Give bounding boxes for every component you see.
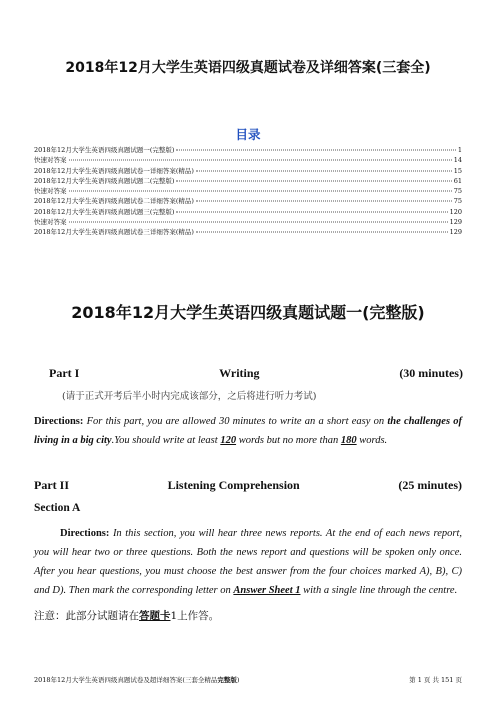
notice-text: 注意：此部分试题请在	[34, 610, 139, 622]
directions-label: Directions:	[34, 416, 84, 427]
toc-entry-page: 129	[449, 218, 462, 227]
table-of-contents	[34, 145, 462, 238]
part1-directions	[34, 412, 462, 450]
toc-entry[interactable]	[34, 186, 462, 196]
toc-entry-page: 129	[449, 228, 462, 237]
max-words: 180	[340, 435, 357, 446]
document-title: 2018年12月大学生英语四级真题试卷及详细答案(三套全)	[65, 60, 431, 76]
toc-entry[interactable]	[34, 155, 462, 165]
toc-entry-page: 75	[453, 197, 462, 206]
answer-notice	[34, 608, 219, 623]
toc-leader-dots	[176, 180, 451, 181]
essay-topic: the challenges of living in a big city	[34, 416, 462, 446]
toc-entry-title: 2018年12月大学生英语四级真题试题三(完整版)	[34, 207, 175, 216]
toc-entry[interactable]	[34, 196, 462, 206]
part2-directions	[34, 524, 462, 600]
toc-leader-dots	[196, 201, 452, 202]
toc-entry-title: 快速对答案	[34, 218, 67, 227]
toc-entry-page: 14	[453, 156, 462, 165]
part1-label: Part I	[49, 366, 80, 380]
toc-leader-dots	[69, 160, 452, 161]
page-number: 第 1 页 共 151 页	[409, 676, 462, 684]
toc-leader-dots	[69, 222, 448, 223]
toc-entry-title: 快速对答案	[34, 187, 67, 196]
footer-left-close: )	[236, 676, 240, 684]
toc-entry[interactable]	[34, 176, 462, 186]
directions-text-2: .You should write at least	[111, 435, 221, 446]
part1-note: (请于正式开考后半小时内完成该部分，之后将进行听力考试)	[62, 391, 317, 402]
answer-sheet-ref: Answer Sheet 1	[233, 585, 301, 596]
toc-entry-page: 75	[453, 187, 462, 196]
toc-entry[interactable]	[34, 227, 462, 237]
section-title: 2018年12月大学生英语四级真题试题一(完整版)	[71, 303, 425, 322]
answer-card-ref: 答题卡	[139, 610, 171, 622]
part2-name: Listening Comprehension	[167, 478, 300, 492]
toc-leader-dots	[69, 191, 452, 192]
part2-heading	[34, 478, 462, 493]
min-words: 120	[220, 435, 237, 446]
toc-leader-dots	[196, 170, 452, 171]
toc-leader-dots	[176, 150, 455, 151]
toc-entry-title: 快速对答案	[34, 156, 67, 165]
part2-label: Part II	[34, 478, 69, 492]
directions-label: Directions:	[60, 528, 110, 539]
part1-time: (30 minutes)	[399, 366, 463, 380]
footer-left	[34, 675, 239, 684]
toc-entry-title: 2018年12月大学生英语四级真题试卷二详细答案(精品)	[34, 197, 194, 206]
toc-entry-title: 2018年12月大学生英语四级真题试卷三详细答案(精品)	[34, 228, 194, 237]
toc-entry[interactable]	[34, 166, 462, 176]
toc-leader-dots	[176, 211, 447, 212]
directions-text: In this section, you will hear three news reports. At the end of each news report, you will hear two or three questions. Both the news report and questions will be spoken only once. After you hear questions, you must choose the best answer from the four choices marked A), B), C) and D). Then mark the corresponding letter on	[34, 528, 462, 596]
notice-text-2: 1上作答。	[170, 610, 220, 622]
part1-heading	[49, 366, 463, 381]
directions-text-2: with a single line through the centre.	[300, 585, 458, 596]
footer-left-bold: 完整版	[217, 676, 237, 684]
toc-heading: 目录	[235, 127, 261, 142]
toc-entry[interactable]	[34, 145, 462, 155]
section-a-heading: Section A	[34, 502, 81, 514]
page-footer	[34, 675, 462, 684]
part2-time: (25 minutes)	[398, 478, 462, 492]
part1-name: Writing	[219, 366, 260, 380]
directions-text-4: words.	[356, 435, 388, 446]
toc-entry[interactable]	[34, 217, 462, 227]
toc-entry-page: 61	[453, 176, 462, 185]
toc-entry-title: 2018年12月大学生英语四级真题试卷一详细答案(精品)	[34, 166, 194, 175]
footer-left-text: 2018年12月大学生英语四级真题试卷及超详细答案(三套全精品	[34, 676, 218, 684]
directions-text: For this part, you are allowed 30 minutes to write an a short easy on	[83, 416, 388, 427]
toc-leader-dots	[196, 232, 448, 233]
toc-entry-title: 2018年12月大学生英语四级真题试题二(完整版)	[34, 176, 175, 185]
toc-entry-page: 15	[453, 166, 462, 175]
toc-entry-title: 2018年12月大学生英语四级真题试题一(完整版)	[34, 146, 175, 154]
toc-entry[interactable]	[34, 207, 462, 217]
toc-entry-page: 1	[457, 146, 462, 154]
toc-entry-page: 120	[449, 207, 462, 216]
directions-text-3: words but no more than	[236, 435, 341, 446]
